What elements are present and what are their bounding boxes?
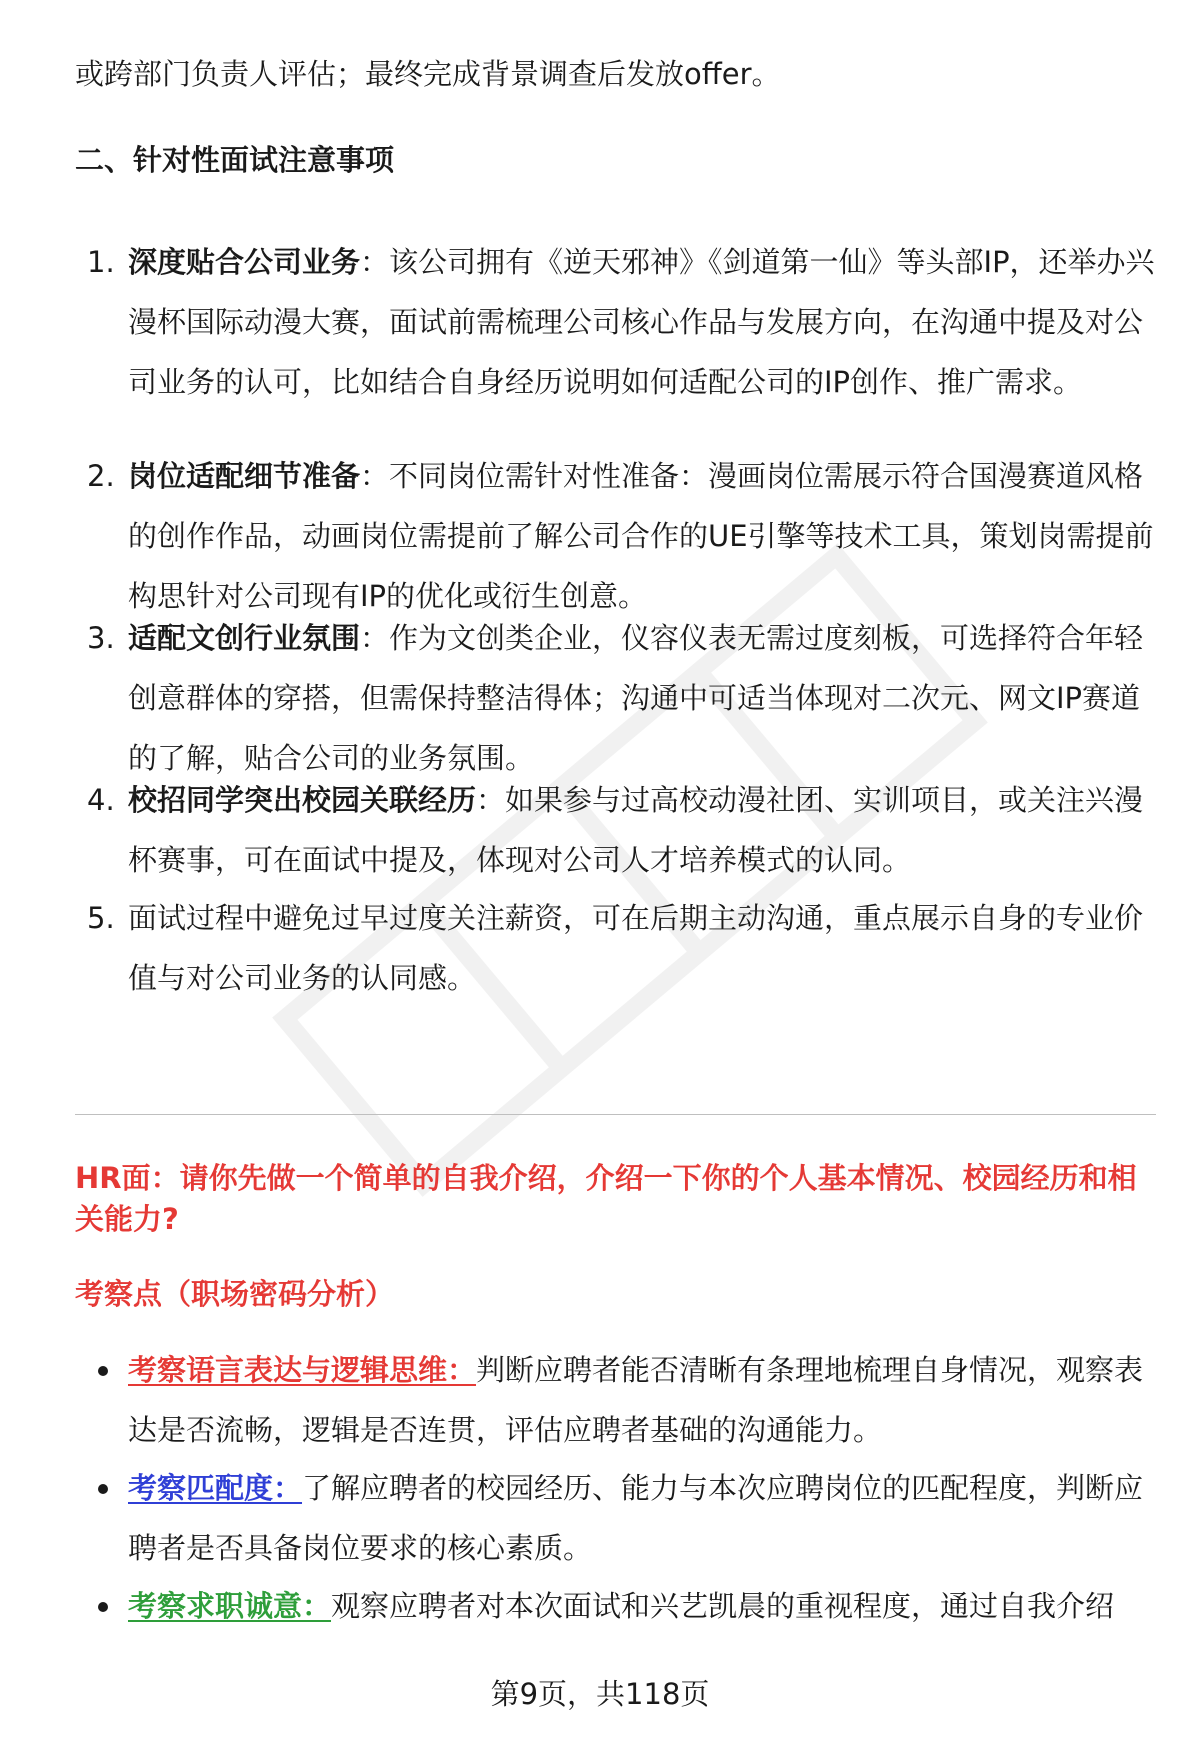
list-number: 5. — [87, 901, 115, 935]
list-item — [75, 1340, 1165, 1458]
list-item — [75, 446, 1165, 613]
intro-paragraph: 或跨部门负责人评估；最终完成背景调查后发放offer。 — [75, 57, 781, 91]
bullet-icon — [98, 1484, 108, 1494]
assessment-label: 考察语言表达与逻辑思维： — [128, 1353, 477, 1387]
assessment-list — [75, 1340, 1165, 1636]
hr-question: HR面：请你先做一个简单的自我介绍，介绍一下你的个人基本情况、校园经历和相关能力? — [75, 1161, 1137, 1236]
item-text: ：作为文创类企业，仪容仪表无需过度刻板，可选择符合年轻创意群体的穿搭，但需保持整洁得体；沟通中可适当体现对二次元、网文IP赛道的了解，贴合公司的业务氛围。 — [128, 621, 1144, 775]
item-text: 面试过程中避免过早过度关注薪资，可在后期主动沟通，重点展示自身的专业价值与对公司业务的认同感。 — [128, 901, 1144, 995]
bullet-icon — [98, 1602, 108, 1612]
section-heading: 二、针对性面试注意事项 — [75, 143, 395, 177]
item-title: 校招同学突出校园关联经历 — [128, 783, 477, 817]
list-item — [75, 888, 1165, 1008]
list-number: 1. — [87, 245, 115, 279]
list-number: 4. — [87, 783, 115, 817]
item-title: 岗位适配细节准备 — [128, 459, 361, 493]
list-item — [75, 608, 1165, 775]
assessment-heading: 考察点（职场密码分析） — [75, 1277, 395, 1311]
assessment-text: 观察应聘者对本次面试和兴艺凯晨的重视程度，通过自我介绍 — [331, 1589, 1115, 1623]
item-title: 适配文创行业氛围 — [128, 621, 361, 655]
list-item — [75, 232, 1165, 446]
assessment-text: 判断应聘者能否清晰有条理地梳理自身情况，观察表达是否流畅，逻辑是否连贯，评估应聘者基础的沟通能力。 — [128, 1353, 1144, 1447]
section-divider — [75, 1114, 1156, 1115]
assessment-label: 考察求职诚意： — [128, 1589, 332, 1623]
list-number: 3. — [87, 621, 115, 655]
list-number: 2. — [87, 459, 115, 493]
item-text: ：该公司拥有《逆天邪神》《剑道第一仙》等头部IP，还举办兴漫杯国际动漫大赛，面试前需梳理公司核心作品与发展方向，在沟通中提及对公司业务的认可，比如结合自身经历说明如何适配公司的IP创作、推广需求。 — [128, 245, 1155, 399]
assessment-text: 了解应聘者的校园经历、能力与本次应聘岗位的匹配程度，判断应聘者是否具备岗位要求的核心素质。 — [128, 1471, 1144, 1565]
assessment-label: 考察匹配度： — [128, 1471, 303, 1505]
item-text: ：不同岗位需针对性准备：漫画岗位需展示符合国漫赛道风格的创作作品，动画岗位需提前了解公司合作的UE引擎等技术工具，策划岗需提前构思针对公司现有IP的优化或衍生创意。 — [128, 459, 1154, 613]
list-item — [75, 1458, 1165, 1576]
list-item — [75, 770, 1165, 888]
item-title: 深度贴合公司业务 — [128, 245, 361, 279]
page-footer: 第9页，共118页 — [490, 1677, 710, 1711]
item-text: ：如果参与过高校动漫社团、实训项目，或关注兴漫杯赛事，可在面试中提及，体现对公司人才培养模式的认同。 — [128, 783, 1144, 877]
notes-list — [75, 232, 1165, 1008]
bullet-icon — [98, 1366, 108, 1376]
list-item — [75, 1576, 1165, 1636]
